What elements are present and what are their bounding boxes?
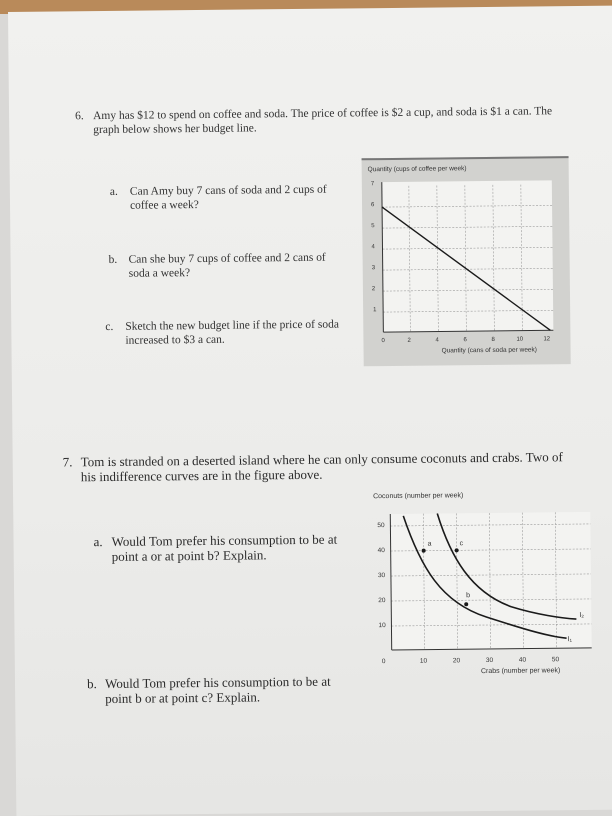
q7-x-tick-50: 50 (551, 656, 560, 664)
q6b-line2: soda a week? (128, 267, 191, 280)
q7-y-tick-30: 30 (377, 572, 386, 580)
q7-point-a-label: a (427, 540, 432, 548)
q7-x-tick-10: 10 (419, 657, 428, 665)
q7-point-b-label: b (466, 592, 471, 600)
q7-x-tick-20: 20 (452, 657, 461, 665)
q6-y-tick-4: 4 (371, 244, 375, 251)
q7-y-axis-title: Coconuts (number per week) (373, 492, 464, 501)
q7-curve-i2-label: I₂ (579, 612, 585, 620)
q7b-line1: Would Tom prefer his consumption to be at (104, 673, 331, 692)
q6-y-axis-title: Quantity (cups of coffee per week) (367, 165, 467, 174)
q7-y-tick-50: 50 (377, 522, 385, 530)
q7-point-c-label: c (459, 540, 464, 548)
q7-x-tick-0: 0 (381, 658, 386, 666)
q7-curve-i1-label: I₁ (567, 636, 572, 644)
q7-y-tick-20: 20 (378, 597, 386, 605)
q6-y-tick-3: 3 (371, 265, 376, 272)
q6a-line2: coffee a week? (129, 199, 199, 212)
worksheet-page (8, 6, 612, 816)
q6-number: 6. (75, 110, 84, 123)
q7a-line2: point a or at point b? Explain. (111, 547, 267, 564)
q6-x-tick-8: 8 (491, 336, 495, 343)
q7-x-tick-40: 40 (518, 656, 527, 664)
q6-y-tick-2: 2 (371, 286, 376, 293)
q6-y-tick-6: 6 (371, 202, 375, 209)
q6-x-tick-6: 6 (463, 337, 467, 344)
q6b-label: b. (108, 253, 118, 266)
q7-y-tick-10: 10 (378, 622, 386, 630)
q6c-line1: Sketch the new budget line if the price of soda (125, 318, 340, 333)
q6-x-axis-title: Quantity (cans of soda per week) (441, 346, 537, 355)
q6c-line2: increased to $3 a can. (125, 333, 225, 347)
q6-y-tick-7: 7 (370, 181, 375, 188)
q7-y-tick-40: 40 (377, 547, 385, 555)
q6-y-tick-1: 1 (373, 307, 377, 314)
q6-plot (362, 158, 571, 366)
q7a-label: a. (93, 534, 103, 550)
q6-x-tick-12: 12 (543, 336, 551, 343)
q7b-line2: point b or at point c? Explain. (105, 689, 261, 707)
q7a-line1: Would Tom prefer his consumption to be at (111, 531, 338, 549)
q7-intro-line1: Tom is stranded on a deserted island where he can only consume coconuts and crabs. Two of (80, 449, 563, 470)
q6-x-tick-2: 2 (407, 337, 411, 344)
q6-y-tick-5: 5 (371, 223, 375, 230)
q6a-label: a. (109, 185, 118, 198)
q6a-line1: Can Amy buy 7 cans of soda and 2 cups of (129, 183, 327, 198)
q6-x-tick-10: 10 (516, 336, 524, 343)
q7-x-axis-title: Crabs (number per week) (480, 667, 561, 676)
budget-line-graph (362, 156, 571, 366)
q6-x-tick-0: 0 (381, 338, 385, 345)
q6-intro-line1: Amy has $12 to spend on coffee and soda. The price of coffee is $2 a cup, and soda is $1 a can. The (93, 105, 553, 123)
q6b-line1: Can she buy 7 cups of coffee and 2 cans of (128, 251, 326, 266)
q7-intro-line2: his indifference curves are in the figure above. (80, 466, 323, 485)
q6-intro-line2: graph below shows her budget line. (93, 122, 257, 137)
q7b-label: b. (86, 676, 97, 692)
q6-x-tick-4: 4 (435, 337, 439, 344)
q7-x-tick-30: 30 (485, 656, 494, 665)
q6c-label: c. (105, 320, 114, 333)
q7-number: 7. (62, 454, 73, 470)
